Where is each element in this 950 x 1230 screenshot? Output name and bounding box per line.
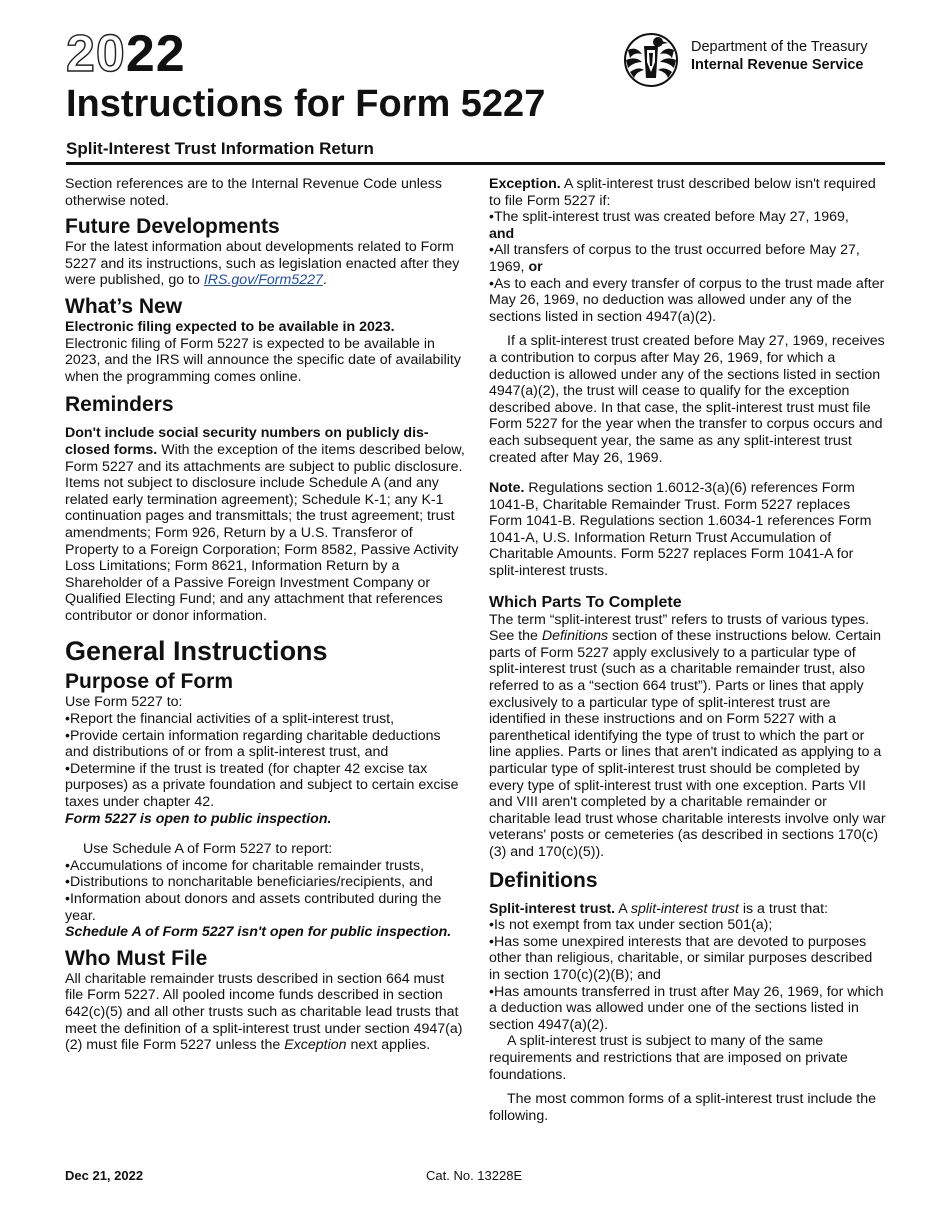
general-instructions-heading: General Instructions bbox=[65, 636, 328, 667]
bullet-icon: • bbox=[489, 917, 494, 934]
right-column bbox=[489, 176, 887, 1124]
bullet-icon: • bbox=[489, 933, 494, 950]
catalog-number: Cat. No. 13228E bbox=[426, 1168, 523, 1183]
which-parts-heading: Which Parts To Complete bbox=[489, 593, 682, 611]
who-must-file-text: All charitable remainder trusts described in section 664 must file Form 5227. All pooled income funds described in section 642(c)(5) and all other trusts such as charitable lead trusts that meet the definition of a split-interest trust under section 4947(a)(2) must file Form 5227 unless the Exception next applies. bbox=[65, 970, 463, 1054]
intro-text: Section references are to the Internal Revenue Code unless otherwise noted. bbox=[65, 176, 442, 209]
bullet-icon: • bbox=[65, 891, 70, 907]
irs-form5227-link[interactable]: IRS.gov/Form5227 bbox=[203, 272, 323, 289]
bullet-icon: • bbox=[65, 857, 70, 874]
page-title: Instructions for Form 5227 bbox=[66, 83, 546, 125]
schedule-a-not-public-note: Schedule A of Form 5227 isn't open for public inspection. bbox=[65, 924, 452, 941]
bullet-icon: • bbox=[489, 242, 494, 259]
whats-new-text: Electronic filing expected to be available in 2023. Electronic filing of Form 5227 is expected to be available in 2023, and the IRS will announce the specific date of availability when the programming comes online. bbox=[65, 318, 461, 385]
revision-date: Dec 21, 2022 bbox=[65, 1168, 144, 1183]
list-item: •The split-interest trust was created before May 27, 1969, bbox=[489, 209, 849, 226]
agency-name: Internal Revenue Service bbox=[691, 57, 864, 73]
exception-paragraph: If a split-interest trust created before May 27, 1969, receives a contribution to corpus after May 26, 1969, for which a deduction is allowed under any of the sections listed in section 4947(a)(2), the trust will cease to qualify for the exception described above. In that case, the split-interest trust must file Form 5227 for the year when the transfer to corpus occurs and each subsequent year, the same as any split-interest trust created after May 26, 1969. bbox=[489, 333, 885, 466]
list-item: •All transfers of corpus to the trust occurred before May 27, 1969, or bbox=[489, 242, 860, 275]
list-item: •Has some unexpired interests that are devoted to purposes other than religious, charitable, or similar purposes described in section 170(c)(2)(B); and bbox=[489, 933, 873, 983]
page-subtitle: Split-Interest Trust Information Return bbox=[66, 139, 374, 158]
whats-new-heading: What’s New bbox=[65, 294, 183, 318]
agency-block bbox=[622, 32, 892, 92]
left-column bbox=[65, 176, 465, 1054]
bullet-icon: • bbox=[489, 983, 494, 1000]
definitions-heading: Definitions bbox=[489, 868, 598, 892]
list-item: •Distributions to noncharitable beneficiaries/recipients, and bbox=[65, 874, 433, 891]
public-inspection-note: Form 5227 is open to public inspection. bbox=[65, 810, 332, 827]
purpose-of-form-heading: Purpose of Form bbox=[65, 670, 234, 694]
form-year: 2022 bbox=[66, 25, 186, 83]
note-text: Note. Regulations section 1.6012-3(a)(6) references Form 1041-B, Charitable Remainder Trust. Form 5227 replaces Form 1041-B. Regulations section 1.6034-1 references Form 1041-A, U.S. Information Return Trust Accumulation of Charitable Amounts. Form 5227 replaces Form 1041-A for split-interest trusts. bbox=[489, 480, 872, 580]
list-item: •As to each and every transfer of corpus to the trust made after May 26, 1969, no deduction was allowed under any of the sections listed in section 4947(a)(2). bbox=[489, 275, 885, 325]
split-interest-trust-para2: The most common forms of a split-interest trust include the following. bbox=[489, 1091, 877, 1124]
list-item: •Accumulations of income for charitable remainder trusts, bbox=[65, 857, 425, 874]
reminders-text: Don't include social security numbers on publicly dis-closed forms. With the exception of the items described below, Form 5227 and its attachments are subject to public disclosure. Items not subject to disclosure include Schedule A (and any related early termination agreement); Schedule K-1; any K-1 continuation pages and transmittals; the trust agreement; trust amendments; Form 926, Return by a U.S. Transferor of Property to a Foreign Corporation; Form 8582, Passive Activity Loss Limitations; Form 8621, Information Return by a Shareholder of a Passive Foreign Investment Company or Qualified Electing Fund; and any attachment that references contributor or donor information. bbox=[65, 425, 465, 624]
who-must-file-heading: Who Must File bbox=[65, 946, 208, 970]
purpose-intro: Use Form 5227 to: bbox=[65, 694, 183, 711]
which-parts-text: The term “split-interest trust” refers to trusts of various types. See the Definitions section of these instructions below. Certain parts of Form 5227 apply exclusively to a particular type of split-interest trust (such as a charitable remainder trust, also referred to as a “section 664 trust”). Parts or lines that apply exclusively to a particular type of split-interest trust are identified in these instructions and on Form 5227 with a parenthetical identifying the type of trust to which the part or line applies. Parts or lines that aren't indicated as applying to a particular type of split-interest trust should be completed by every type of split-interest trust with one exception. Parts VII and VIII aren't completed by a charitable remainder or charitable lead trust whose charitable interests involve only war veterans' posts or cemeteries (as described in sections 170(c)(3) and 170(c)(5)). bbox=[489, 611, 886, 860]
bullet-icon: • bbox=[489, 275, 494, 292]
list-item: •Report the financial activities of a split-interest trust, bbox=[65, 711, 395, 728]
irs-eagle-logo-icon bbox=[622, 32, 684, 88]
list-item: •Information about donors and assets contributed during the year. bbox=[65, 891, 442, 924]
bullet-icon: • bbox=[65, 760, 70, 777]
future-developments-text: For the latest information about developments related to Form 5227 and its instructions, such as legislation enacted after they were published, go to IRS.gov/Form5227. bbox=[65, 239, 460, 289]
bullet-icon: • bbox=[65, 727, 70, 744]
future-developments-heading: Future Developments bbox=[65, 215, 280, 239]
exception-text: Exception. A split-interest trust described below isn't required to file Form 5227 if: bbox=[489, 176, 876, 209]
department-name: Department of the Treasury bbox=[691, 39, 868, 55]
list-item: •Determine if the trust is treated (for chapter 42 excise tax purposes) as a private foundation and subject to certain excise taxes under chapter 42. bbox=[65, 760, 459, 811]
bullet-icon: • bbox=[489, 209, 494, 226]
and-connector: and bbox=[489, 225, 515, 242]
schedule-a-intro: Use Schedule A of Form 5227 to report: bbox=[83, 841, 333, 858]
split-interest-trust-definition: Split-interest trust. A split-interest trust is a trust that: bbox=[489, 900, 829, 917]
list-item: •Has amounts transferred in trust after May 26, 1969, for which a deduction was allowed under one of the sections listed in section 4947(a)(2). bbox=[489, 983, 884, 1033]
bullet-icon: • bbox=[65, 711, 70, 728]
list-item: •Is not exempt from tax under section 501(a); bbox=[489, 917, 773, 934]
list-item: •Provide certain information regarding charitable deductions and distributions of or from a split-interest trust, and bbox=[65, 727, 441, 761]
header-divider bbox=[66, 162, 885, 165]
split-interest-trust-para1: A split-interest trust is subject to many of the same requirements and restrictions that are imposed on private foundations. bbox=[489, 1033, 848, 1083]
bullet-icon: • bbox=[65, 874, 70, 891]
reminders-heading: Reminders bbox=[65, 393, 174, 417]
